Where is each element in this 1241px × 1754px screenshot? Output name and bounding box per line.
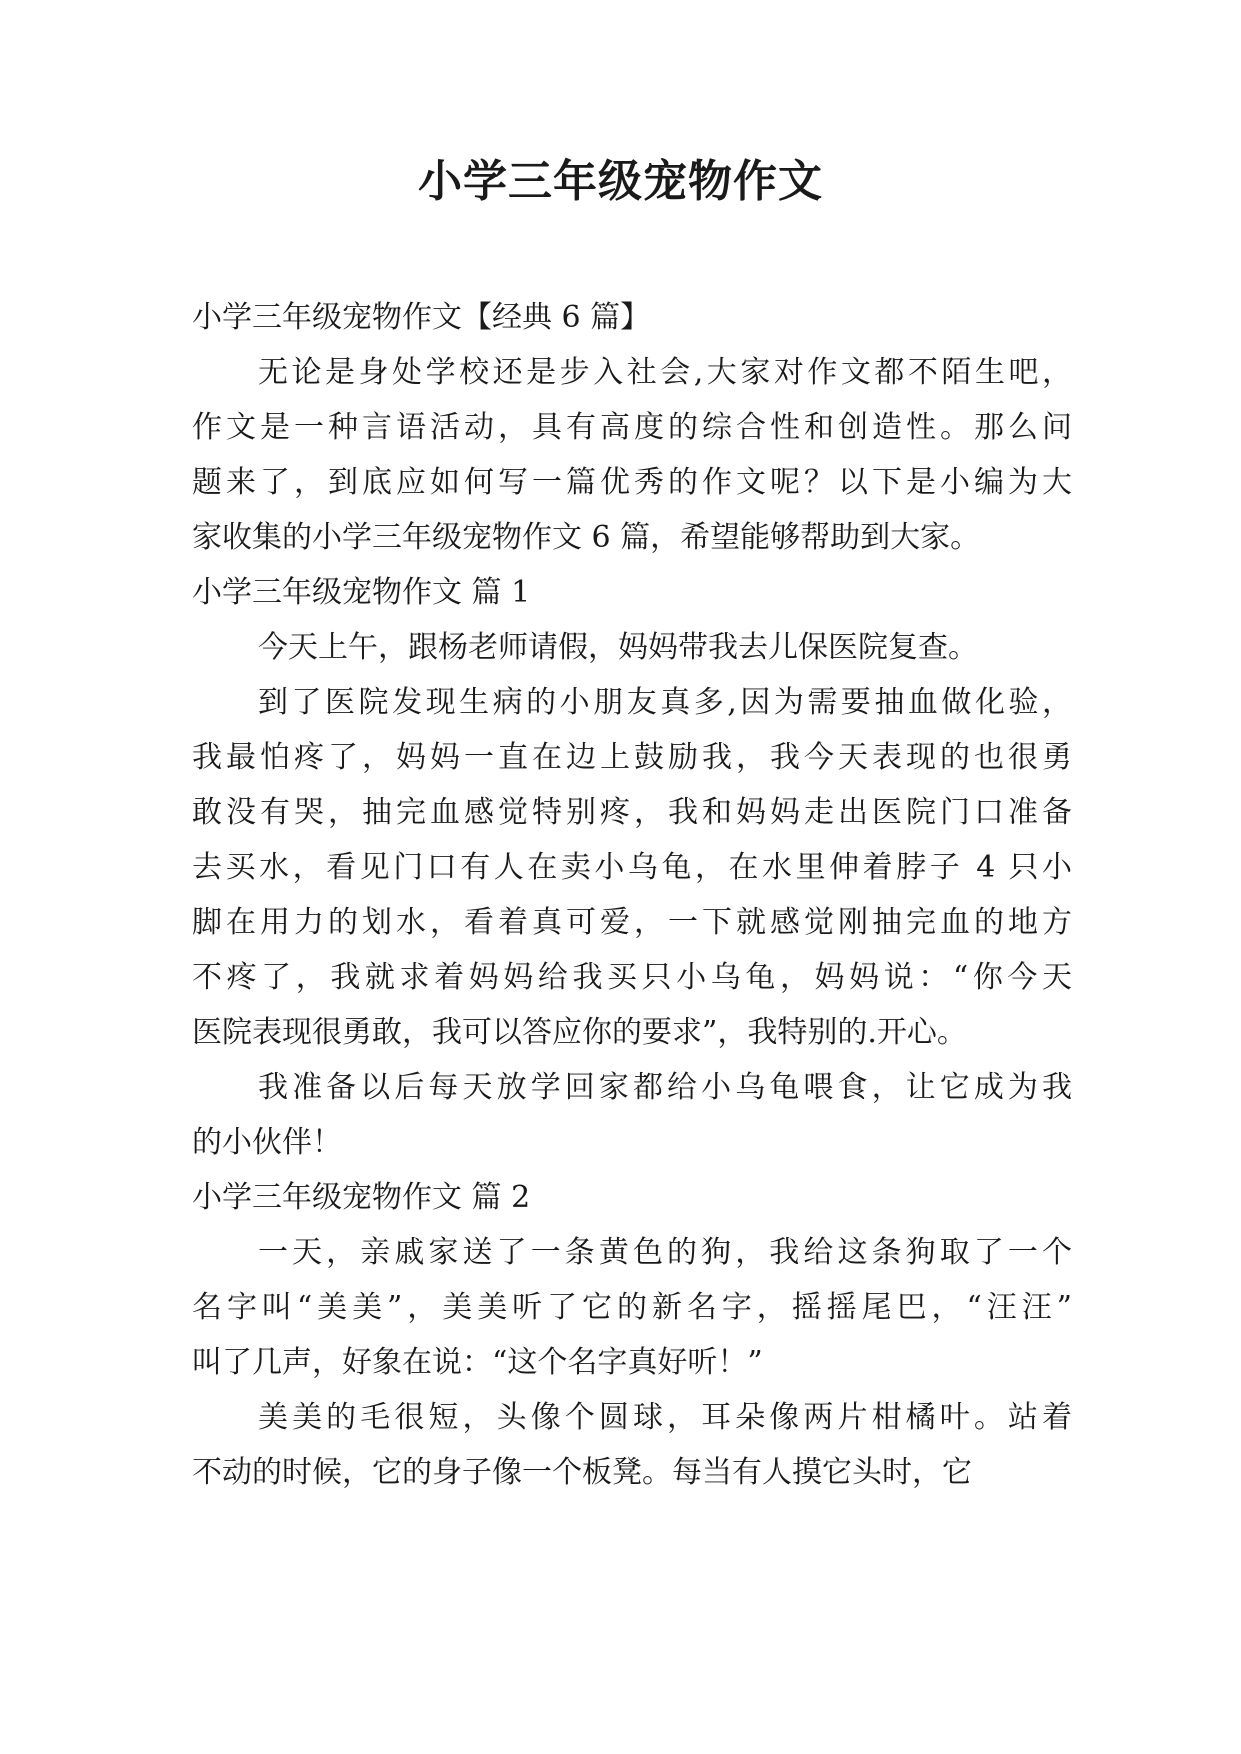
paragraph [192, 620, 1072, 675]
text-line: 小学三年级宠物作文【经典 6 篇】 [192, 300, 651, 335]
text-line: 叫了几声，好象在说：“这个名字真好听！” [192, 1345, 763, 1380]
paragraph [192, 1390, 1072, 1500]
section-heading [192, 1170, 1072, 1225]
text-line: 一天，亲戚家送了一条黄色的狗，我给这条狗取了一个 [258, 1235, 1072, 1270]
text-line: 脚在用力的划水，看着真可爱，一下就感觉刚抽完血的地方 [192, 905, 1072, 940]
paragraph [192, 1060, 1072, 1170]
text-line: 不疼了，我就求着妈妈给我买只小乌龟，妈妈说：“你今天 [192, 960, 1072, 995]
document-body [192, 290, 1072, 1500]
text-line: 家收集的小学三年级宠物作文 6 篇，希望能够帮助到大家。 [192, 520, 981, 555]
text-line: 的小伙伴！ [192, 1125, 342, 1160]
text-line: 敢没有哭，抽完血感觉特别疼，我和妈妈走出医院门口准备 [192, 795, 1072, 830]
text-line: 医院表现很勇敢，我可以答应你的要求”，我特别的.开心。 [192, 1015, 967, 1050]
section-heading [192, 565, 1072, 620]
text-line: 小学三年级宠物作文 篇 1 [192, 575, 531, 610]
text-line: 无论是身处学校还是步入社会,大家对作文都不陌生吧， [258, 355, 1072, 390]
paragraph [192, 1225, 1072, 1390]
text-line: 不动的时候，它的身子像一个板凳。每当有人摸它头时，它 [192, 1455, 972, 1490]
text-line: 到了医院发现生病的小朋友真多,因为需要抽血做化验， [258, 685, 1072, 720]
text-line: 作文是一种言语活动，具有高度的综合性和创造性。那么问 [192, 410, 1072, 445]
document-title: 小学三年级宠物作文 [418, 156, 823, 207]
text-line: 名字叫“美美”，美美听了它的新名字，摇摇尾巴，“汪汪” [192, 1290, 1072, 1325]
paragraph [192, 675, 1072, 1060]
text-line: 去买水，看见门口有人在卖小乌龟，在水里伸着脖子 4 只小 [192, 850, 1072, 885]
text-line: 美美的毛很短，头像个圆球，耳朵像两片柑橘叶。站着 [258, 1400, 1072, 1435]
paragraph [192, 345, 1072, 565]
text-line: 小学三年级宠物作文 篇 2 [192, 1180, 531, 1215]
text-line: 今天上午，跟杨老师请假，妈妈带我去儿保医院复查。 [258, 630, 978, 665]
text-line: 我最怕疼了，妈妈一直在边上鼓励我，我今天表现的也很勇 [192, 740, 1072, 775]
section-heading [192, 290, 1072, 345]
text-line: 题来了，到底应如何写一篇优秀的作文呢？以下是小编为大 [192, 465, 1072, 500]
text-line: 我准备以后每天放学回家都给小乌龟喂食，让它成为我 [258, 1070, 1072, 1105]
